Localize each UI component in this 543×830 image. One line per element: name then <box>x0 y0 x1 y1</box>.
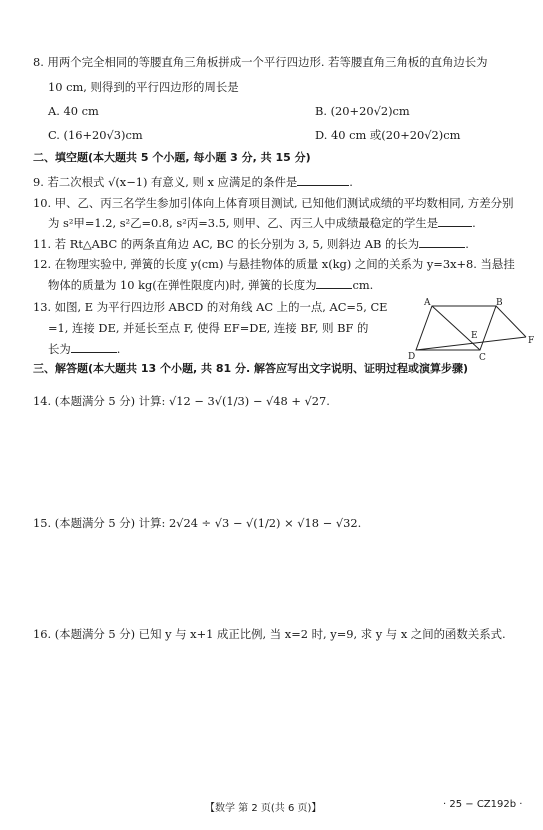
q11: 11. 若 Rt△ABC 的两条直角边 AC, BC 的长分别为 3, 5, 则斜边 AB 的长为 . <box>33 237 469 251</box>
label-e: E <box>471 331 478 341</box>
label-c: C <box>479 353 486 362</box>
q8-line1: 8. 用两个完全相同的等腰直角三角板拼成一个平行四边形. 若等腰直角三角板的直角边长为 <box>33 55 488 69</box>
q12-answer-blank <box>316 288 352 289</box>
q9-text: 9. 若二次根式 √(x−1) 有意义, 则 x 应满足的条件是 <box>33 175 298 189</box>
q10-line2-text: 为 s²甲=1.2, s²乙=0.8, s²丙=3.5, 则甲、乙、丙三人中成绩最稳定的学生是 <box>48 216 439 230</box>
q15-expression: 2√24 ÷ √3 − √(1/2) × √18 − √32. <box>168 516 362 530</box>
q15-prefix: 15. (本题满分 5 分) 计算: <box>33 516 169 530</box>
section-fill-in-heading: 二、填空题(本大题共 5 个小题, 每小题 3 分, 共 15 分) <box>33 151 311 164</box>
q9: 9. 若二次根式 √(x−1) 有意义, 则 x 应满足的条件是 . <box>33 175 353 189</box>
q12-line2-text: 物体的质量为 10 kg(在弹性限度内)时, 弹簧的长度为 <box>48 278 317 292</box>
label-a: A <box>424 298 431 308</box>
q11-text: 11. 若 Rt△ABC 的两条直角边 AC, BC 的长分别为 3, 5, 则斜边 AB 的长为 <box>33 237 420 251</box>
page-footer-code: · 25 − CZ192b · <box>443 799 523 810</box>
label-d: D <box>408 352 416 362</box>
page-footer-center: 【数学 第 2 页(共 6 页)】 <box>205 803 322 814</box>
q8-line2: 10 cm, 则得到的平行四边形的周长是 <box>48 80 239 94</box>
q8-option-b: B. (20+20√2)cm <box>315 104 410 118</box>
parallelogram-figure <box>400 296 540 362</box>
q13-answer-blank <box>71 352 117 353</box>
q16: 16. (本题满分 5 分) 已知 y 与 x+1 成正比例, 当 x=2 时, y=9, 求 y 与 x 之间的函数关系式. <box>33 627 506 641</box>
q14-prefix: 14. (本题满分 5 分) 计算: <box>33 394 169 408</box>
q13-line3-text: 长为 <box>48 342 71 356</box>
section-solution-heading: 三、解答题(本大题共 13 个小题, 共 81 分. 解答应写出文字说明、证明过程或演算步骤) <box>33 362 469 375</box>
q15 <box>33 516 361 530</box>
q8-option-c: C. (16+20√3)cm <box>48 128 143 142</box>
q13-line3: 长为 . <box>48 342 121 356</box>
q10-line1: 10. 甲、乙、丙三名学生参加引体向上体育项目测试, 已知他们测试成绩的平均数相同, 方差分别 <box>33 196 514 210</box>
label-b: B <box>496 298 503 308</box>
q10-line2: 为 s²甲=1.2, s²乙=0.8, s²丙=3.5, 则甲、乙、丙三人中成绩最稳定的学生是 . <box>48 216 476 230</box>
q10-answer-blank <box>438 226 472 227</box>
q8-option-a: A. 40 cm <box>48 104 99 118</box>
q8-option-d: D. 40 cm 或(20+20√2)cm <box>315 128 461 142</box>
q14-expression: √12 − 3√(1/3) − √48 + √27. <box>168 394 330 408</box>
q13-line2: =1, 连接 DE, 并延长至点 F, 使得 EF=DE, 连接 BF, 则 BF 的 <box>48 321 369 335</box>
q11-answer-blank <box>419 247 465 248</box>
q12-unit: cm. <box>352 278 374 292</box>
q14 <box>33 394 330 408</box>
segment-bf <box>496 306 526 337</box>
q13-line1: 13. 如图, E 为平行四边形 ABCD 的对角线 AC 上的一点, AC=5, CE <box>33 300 388 314</box>
q12-line1: 12. 在物理实验中, 弹簧的长度 y(cm) 与悬挂物体的质量 x(kg) 之间的关系为 y=3x+8. 当悬挂 <box>33 257 515 271</box>
label-f: F <box>528 336 535 346</box>
q12-line2 <box>48 278 373 292</box>
q9-answer-blank <box>297 185 349 186</box>
